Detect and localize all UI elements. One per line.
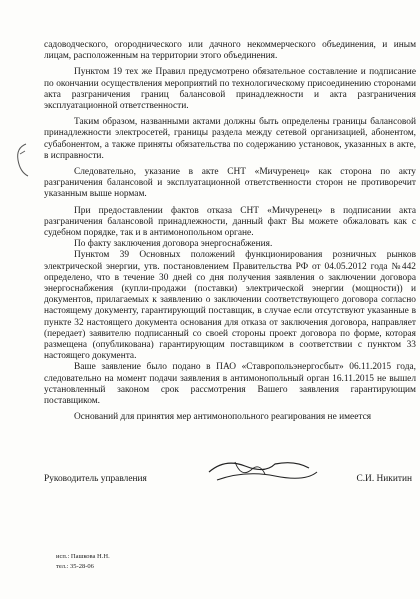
handwritten-signature <box>205 450 325 490</box>
paragraph: Ваше заявление было подано в ПАО «Ставропольэнергосбыт» 06.11.2015 года, следовательно на момент подачи заявления в антимонопольный орган 16.11.2015 не вышел установленный законом срок рассмотрения Вашего заявления гарантирующим поставщиком. <box>44 362 416 407</box>
signer-name: С.И. Никитин <box>356 474 412 484</box>
document-body <box>44 40 416 424</box>
paragraph: Пунктом 19 тех же Правил предусмотрено обязательное составление и подписание по окончании осуществления мероприятий по технологическому присоединению сторонами акта разграничения границ балансовой принадлежности и акта разграничения эксплуатационной ответственности. <box>44 67 416 112</box>
executor-name: исп.: Пашкова Н.Н. <box>56 553 110 560</box>
margin-bracket-mark <box>12 140 32 180</box>
paragraph: садоводческого, огороднического или дачного некоммерческого объединения, и иным лицам, расположенным на территории этого объединения. <box>44 40 416 62</box>
executor-phone: тел.: 35-28-06 <box>56 563 94 570</box>
executor-footer <box>56 552 110 572</box>
position-title: Руководитель управления <box>44 474 147 484</box>
section-heading: По факту заключения договора энергоснабжения. <box>74 239 273 250</box>
paragraph: Следовательно, указание в акте СНТ «Мичуренец» как сторона по акту разграничения балансовой и эксплуатационной ответственности сторон не противоречит указанным выше нормам. <box>44 167 416 200</box>
paragraph: При предоставлении фактов отказа СНТ «Мичуренец» в подписании акта разграничения балансовой принадлежности, данный факт Вы можете обжаловать как с судебном порядке, так и в антимонопольном органе. <box>44 205 416 239</box>
paragraph: Таким образом, названными актами должны быть определены границы балансовой принадлежности электросетей, границы раздела между сетевой организацией, абонентом, субабонентом, а также приняты обязательства по содержанию установок, указанных в акте, в исправности. <box>44 117 416 161</box>
paragraph: Пунктом 39 Основных положений функционирования розничных рынков электрической энергии, утв. постановлением Правительства РФ от 04.05.2012 года №442 определено, что в течение 30 дней со дня получения заявления о заключении договора энергоснабжения (купли-продажи (поставки) электрической энергии (мощности)) и документов, прилагаемых к заявлению о заключении соответствующего договора согласно настоящему документу, гарантирующий поставщик, в случае если отсутствуют указанные в пункте 32 настоящего документа основания для отказа от заключения договора, направляет (передает) заявителю подписанный со своей стороны проект договора по форме, которая размещена (опубликована) гарантирующим поставщиком в соответствии с пунктом 33 настоящего документа. <box>44 250 416 362</box>
paragraph: Оснований для принятия мер антимонопольного реагирования не имеется <box>74 412 372 423</box>
